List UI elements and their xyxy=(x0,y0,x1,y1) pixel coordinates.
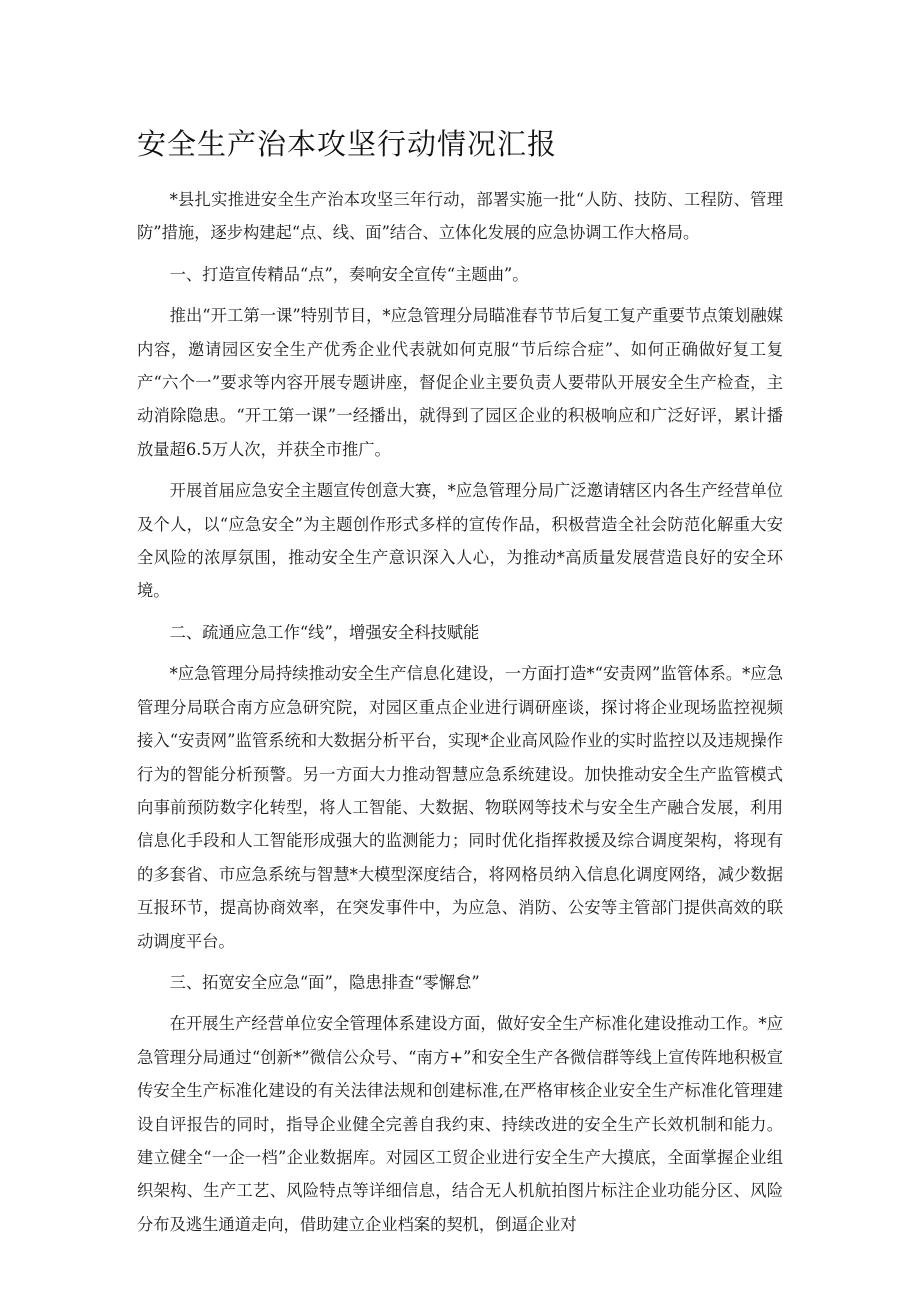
section-heading-2: 二、疏通应急工作“线”，增强安全科技赋能 xyxy=(169,622,480,642)
section-heading-3: 三、拓宽安全应急“面”，隐患排查“零懈怠” xyxy=(169,972,480,992)
section-heading-1: 一、打造宣传精品“点”，奏响安全宣传“主题曲”。 xyxy=(169,264,529,284)
paragraph: 推出“开工第一课”特别节目，*应急管理分局瞄准春节节后复工复产重要节点策划融媒内容，邀请园区安全生产优秀企业代表就如何克服“节后综合症”、如何正确做好复工复产“六个一”要求等内容开展专题讲座，督促企业主要负责人要带队开展安全生产检查，主动消除隐患。“开工第一课”一经播出，就得到了园区企业的积极响应和广泛好评，累计播放量超6.5万人次，并获全市推广。 xyxy=(137,306,783,459)
paragraph: 在开展生产经营单位安全管理体系建设方面，做好安全生产标准化建设推动工作。*应急管理分局通过“创新*”微信公众号、“南方+”和安全生产各微信群等线上宣传阵地积极宣传安全生产标准化建设的有关法律法规和创建标准,在严格审核企业安全生产标准化管理建设自评报告的同时，指导企业健全完善自我约束、持续改进的安全生产长效机制和能力。建立健全“一企一档”企业数据库。对园区工贸企业进行安全生产大摸底，全面掌握企业组织架构、生产工艺、风险特点等详细信息，结合无人机航拍图片标注企业功能分区、风险分布及逃生通道走向，借助建立企业档案的契机，倒逼企业对 xyxy=(137,1014,783,1234)
intro-paragraph: *县扎实推进安全生产治本攻坚三年行动，部署实施一批“人防、技防、工程防、管理防”措施，逐步构建起“点、线、面”结合、立体化发展的应急协调工作大格局。 xyxy=(137,190,783,243)
paragraph: *应急管理分局持续推动安全生产信息化建设，一方面打造*“安责网”监管体系。*应急管理分局联合南方应急研究院，对园区重点企业进行调研座谈，探讨将企业现场监控视频接入“安责网”监管系统和大数据分析平台，实现*企业高风险作业的实时监控以及违规操作行为的智能分析预警。另一方面大力推动智慧应急系统建设。加快推动安全生产监管模式向事前预防数字化转型，将人工智能、大数据、物联网等技术与安全生产融合发展，利用信息化手段和人工智能形成强大的监测能力；同时优化指挥救援及综合调度架构，将现有的多套省、市应急系统与智慧*大模型深度结合，将网格员纳入信息化调度网络，减少数据互报环节，提高协商效率，在突发事件中，为应急、消防、公安等主管部门提供高效的联动调度平台。 xyxy=(137,664,783,951)
document-body xyxy=(137,183,783,1249)
paragraph: 开展首届应急安全主题宣传创意大赛，*应急管理分局广泛邀请辖区内各生产经营单位及个人，以“应急安全”为主题创作形式多样的宣传作品，积极营造全社会防范化解重大安全风险的浓厚氛围，推动安全生产意识深入人心，为推动*高质量发展营造良好的安全环境。 xyxy=(137,481,783,601)
document-title: 安全生产治本攻坚行动情况汇报 xyxy=(137,127,558,161)
